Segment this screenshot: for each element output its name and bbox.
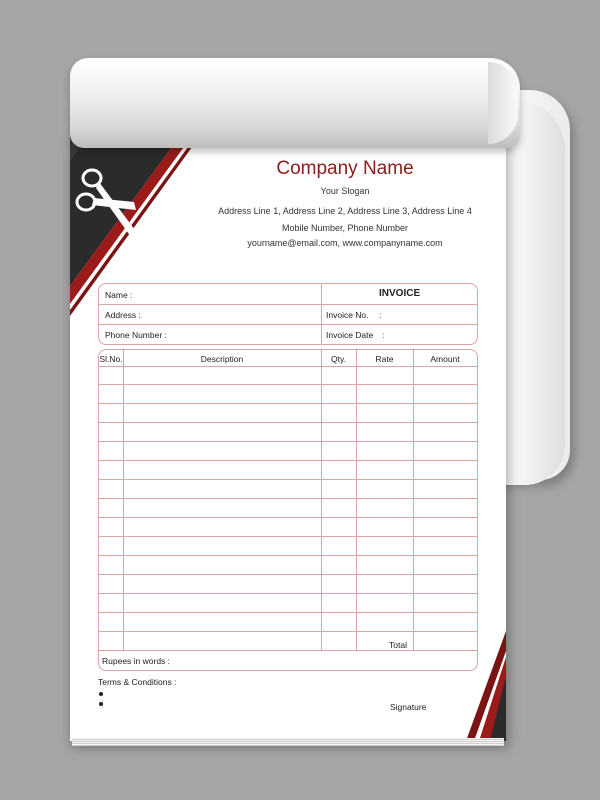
table-column-divider — [321, 350, 322, 650]
terms-bullet-2 — [99, 702, 103, 706]
signature-label: Signature — [390, 702, 427, 712]
company-slogan: Your Slogan — [320, 186, 370, 196]
table-row-divider — [99, 612, 477, 613]
invoice-title: INVOICE — [379, 288, 421, 299]
terms-bullet-1 — [99, 692, 103, 696]
invoice-date-separator: : — [382, 330, 385, 340]
table-row-divider — [99, 498, 477, 499]
terms-conditions-label: Terms & Conditions : — [98, 677, 177, 687]
total-row-divider — [99, 650, 477, 651]
company-phones: Mobile Number, Phone Number — [281, 223, 409, 233]
total-label: Total — [389, 640, 407, 650]
table-column-divider — [356, 350, 357, 650]
company-address: Address Line 1, Address Line 2, Address Line 3, Address Line 4 — [218, 206, 472, 216]
customer-name-label: Name : — [105, 290, 133, 300]
invoice-date-label: Invoice Date — [326, 330, 374, 340]
table-column-divider — [413, 350, 414, 650]
table-row-divider — [99, 517, 477, 518]
table-row-divider — [99, 422, 477, 423]
customer-address-label: Address : — [105, 310, 141, 320]
table-row-divider — [99, 460, 477, 461]
table-row-divider — [99, 384, 477, 385]
table-row-divider — [99, 441, 477, 442]
scissors-icon — [74, 162, 154, 252]
pad-top-roll — [70, 58, 520, 148]
table-row-divider — [99, 631, 477, 632]
table-row-divider — [99, 479, 477, 480]
table-row-divider — [99, 536, 477, 537]
table-row-divider — [99, 574, 477, 575]
table-column-divider — [123, 350, 124, 650]
table-row-divider — [99, 593, 477, 594]
customer-invoice-box — [98, 283, 478, 345]
column-header-rate: Rate — [375, 354, 394, 364]
pad-sheet-stack — [72, 738, 504, 746]
column-header-qty: Qty. — [331, 354, 346, 364]
table-row-divider — [99, 555, 477, 556]
invoice-number-separator: : — [379, 310, 382, 320]
table-row-divider — [99, 366, 477, 367]
column-header-description: Description — [200, 354, 244, 364]
table-row-divider — [99, 403, 477, 404]
invoice-number-label: Invoice No. — [326, 310, 369, 320]
invoice-sheet — [70, 136, 506, 741]
column-header-slno: Sl.No. — [99, 354, 123, 364]
rupees-in-words-label: Rupees in words : — [102, 656, 171, 666]
column-header-amount: Amount — [430, 354, 460, 364]
company-contact: yourname@email.com, www.companyname.com — [247, 238, 443, 248]
customer-phone-label: Phone Number : — [105, 330, 167, 340]
items-table — [98, 349, 478, 671]
company-name: Company Name — [276, 158, 414, 179]
